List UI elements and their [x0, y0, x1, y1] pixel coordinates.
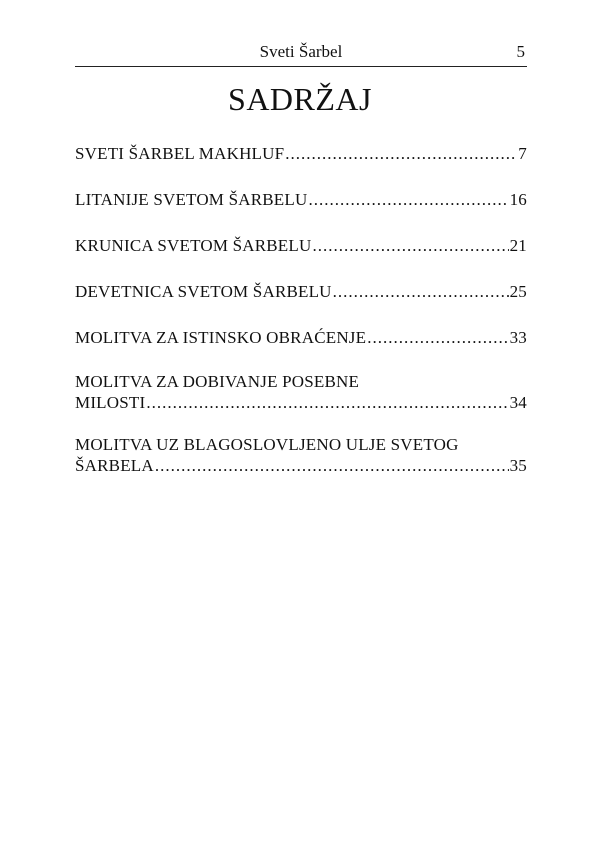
toc-entry-devetnica	[75, 281, 527, 302]
toc-entry-molitva-milosti	[75, 371, 527, 413]
toc-entry-title: MOLITVA ZA ISTINSKO OBRAĆENJE	[75, 328, 367, 347]
toc-entry-page: 16	[509, 190, 527, 209]
toc-entry-title: SVETI ŠARBEL MAKHLUF	[75, 144, 285, 163]
toc-entry-molitva-ulje	[75, 434, 527, 476]
toc-entry-title-line2: MILOSTI	[75, 393, 146, 412]
toc-entry-title: LITANIJE SVETOM ŠARBELU	[75, 190, 308, 209]
running-header	[75, 42, 527, 67]
toc-leader-dots	[333, 281, 509, 302]
toc-entry-krunica	[75, 235, 527, 256]
toc-entry-title-line1: MOLITVA UZ BLAGOSLOVLJENO ULJE SVETOG	[75, 435, 459, 454]
toc-entry-title: KRUNICA SVETOM ŠARBELU	[75, 236, 312, 255]
table-of-contents	[75, 143, 527, 476]
toc-entry-sveti-sarbel-makhluf	[75, 143, 527, 164]
toc-entry-page: 7	[518, 144, 527, 163]
toc-entry-page: 35	[509, 456, 527, 475]
toc-entry-litanije	[75, 189, 527, 210]
toc-entry-title: DEVETNICA SVETOM ŠARBELU	[75, 282, 332, 301]
toc-entry-page: 33	[509, 328, 527, 347]
toc-leader-dots	[367, 327, 508, 348]
toc-entry-molitva-obracenje	[75, 327, 527, 348]
toc-entry-page: 21	[509, 236, 527, 255]
toc-leader-dots	[308, 189, 508, 210]
page-number: 5	[516, 42, 525, 61]
toc-entry-title-line2: ŠARBELA	[75, 456, 154, 475]
toc-leader-dots	[155, 455, 509, 476]
toc-leader-dots	[312, 235, 508, 256]
toc-leader-dots	[285, 143, 517, 164]
running-title: Sveti Šarbel	[259, 42, 343, 61]
toc-heading: SADRŽAJ	[228, 81, 372, 117]
toc-entry-page: 34	[509, 393, 527, 412]
toc-entry-title-line1: MOLITVA ZA DOBIVANJE POSEBNE	[75, 372, 360, 391]
toc-leader-dots	[146, 392, 508, 413]
toc-entry-page: 25	[509, 282, 527, 301]
